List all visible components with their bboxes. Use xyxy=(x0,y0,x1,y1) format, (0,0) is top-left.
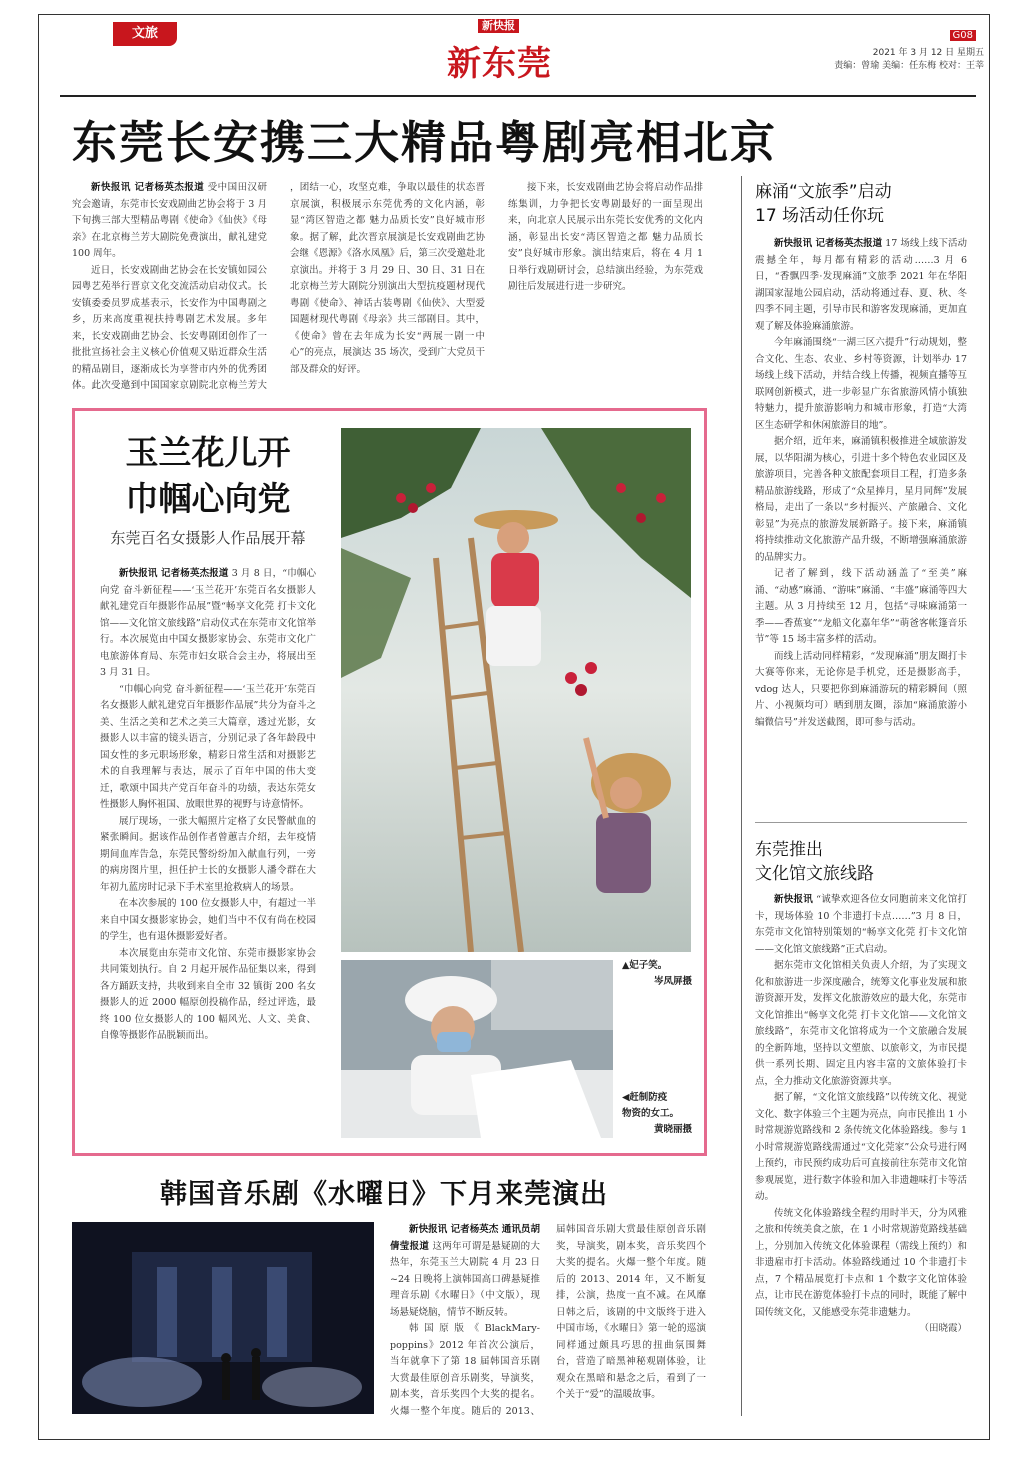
musical-column-1 xyxy=(390,1222,540,1418)
article1-column-2 xyxy=(290,180,485,390)
article1-paragraph-2-cont: ，团结一心，攻坚克难，争取以最佳的状态晋京展演，积极展示东莞优秀的文化内涵，彰显“湾区智造之都 魅力品质长安”良好城市形象。据了解，此次晋京展演是长安戏剧曲艺协会继《恩源》《洛水凤凰》后，第三次受邀赴北京演出。并将于 3 月 29 日、30 日、31 日在北京梅兰芳大剧院分别演出大型抗疫题材现代粤剧《使命》、神话古装粤剧《仙侠》、大型爱国题材现代粤剧《母亲》共三部剧目。其中，《使命》曾在去年成为长安“两展一剧一中心”的亮点，展演达 35 场次，受到广大党员干部及群众的好评。 xyxy=(290,182,485,375)
side2-paragraph-1: “诚挚欢迎各位女同胞前来文化馆打卡，现场体验 10 个非遗打卡点……”3 月 8 日，东莞市文化馆特别策划的“畅享文化莞 打卡文化馆——文化馆文旅线路”正式启动。 xyxy=(755,894,967,955)
side2-headline-line1: 东莞推出 xyxy=(755,840,823,860)
feature-paragraph-1: 3 月 8 日，“巾帼心向党 奋斗新征程——‘玉兰花开’东莞百名女摄影人献礼建党百年摄影作品展”暨“畅享文化莞 打卡文化馆——文化馆文旅线路”启动仪式在东莞市文化馆举行。本次展览由中国女摄影家协会、东莞市文化广电旅游体育局、东莞市妇女联合会主办，将展出至 3 月 31 日。 xyxy=(100,568,316,678)
side1-paragraph-5: 而线上活动同样精彩，“发现麻涌”朋友圈打卡大赛等你来，无论你是手机党，还是摄影高手，vdog 达人，只要把你到麻涌游玩的精彩瞬间（照片、小视频均可）晒到朋友圈，添加“麻涌旅游小编微信号”并发送截图，即可参与活动。 xyxy=(755,650,967,728)
musical-headline: 韩国音乐剧《水曜日》下月来莞演出 xyxy=(160,1179,608,1210)
feature-body xyxy=(100,566,316,1142)
article1-column-3 xyxy=(508,180,703,390)
side1-byline: 新快报讯 记者杨英杰报道 xyxy=(774,238,883,249)
article1-paragraph-3: 接下来，长安戏剧曲艺协会将启动作品排练集训，力争把长安粤剧最好的一面呈现出来，向北京人民展示出东莞长安优秀的文化内涵，彰显出长安“湾区智造之都 魅力品质长安”良好城市形象。演出结束后，将在 4 月 1 日举行戏剧研讨会，总结演出经验，为东莞戏剧往后发展进行进一步研究。 xyxy=(508,182,703,292)
factory-worker-photo xyxy=(341,960,613,1138)
side1-headline-line1: 麻涌“文旅季”启动 xyxy=(755,182,892,202)
photo1-caption-title: ▲妃子笑。 xyxy=(622,960,668,971)
side2-paragraph-2: 据东莞市文化馆相关负责人介绍，为了实现文化和旅游进一步深度融合，统筹文化事业发展和旅游资源开发，发挥文化旅游效应的最大化，东莞市文化馆推出“畅享文化莞 打卡文化馆——文化馆文旅线路”，东莞市文化馆将成为一个文旅融合发展的全新阵地，坚持以文塑旅、以旅彰文，为市民提供一系列长期、固定且内容丰富的文旅体验打卡点，全力推动文化旅游资源共享。 xyxy=(755,960,967,1087)
stage-illustration xyxy=(72,1222,374,1414)
article1-paragraph-2: 近日，长安戏剧曲艺协会在长安镇如园公园粤艺苑举行晋京文化交流活动启动仪式。长安镇委委员罗成基表示，长安作为中国粤剧之乡，历来高度重视扶持粤剧艺术发展。多年来，长安戏剧曲艺协会、长安粤剧团创作了一批批宣扬社会主义核心价值观又贴近群众生活的精品剧目，逐渐成长为享誉市内外的优秀团体。此次受邀到中国国家京剧院北京梅兰芳大 xyxy=(72,264,267,390)
feature-headline-line1: 玉兰花儿开 xyxy=(125,433,291,472)
article1-byline: 新快报讯 记者杨英杰报道 xyxy=(91,182,205,193)
photo1-credit: 岑凤屏摄 xyxy=(653,976,692,987)
side1-paragraph-1: 17 场线上线下活动震撼全年，每月都有精彩的活动……3 月 6 日，“香飘四季·发现麻涌”文旅季 2021 年在华阳湖国家湿地公园启动，活动将通过春、夏、秋、冬四季不同主题，引导市民和游客发现麻涌，更加直观了解及体验麻涌旅游。 xyxy=(755,238,967,332)
feature-paragraph-2: “巾帼心向党 奋斗新征程——‘玉兰花开’东莞百名女摄影人献礼建党百年摄影作品展”共分为奋斗之美、生活之美和艺术之美三大篇章，透过光影，女摄影人以丰富的镜头语言，分别记录了各年龄段中国女性的多元职场形象，精彩日常生活和对摄影艺术的自我理解与表达，展示了百年中国的伟大变迁，歌颂中国共产党百年奋斗的功绩，表达东莞女性摄影人胸怀祖国、放眼世界的视野与诗意情怀。 xyxy=(100,683,316,810)
side2-paragraph-4: 传统文化体验路线全程约用时半天，分为风雅之旅和传统美食之旅，在 1 小时常规游览路线基础上，分别加入传统文化体验课程（需线上预约）和非遗雇市打卡活动。体验路线通过 10 个非遗打卡点，7 个精品展览打卡点和 1 个数字文化馆体验点，让市民在游览体验打卡点的同时，既能了解中国传统文化，又能感受东莞非遗魅力。 xyxy=(755,1207,967,1318)
article1-column-1 xyxy=(72,180,267,390)
side2-body xyxy=(755,892,967,1422)
musical-byline: 新快报讯 记者杨英杰 通讯员胡倩莹报道 xyxy=(390,1224,540,1252)
musical-column-2 xyxy=(556,1222,706,1418)
musical-paragraph-2: 韩国原版《BlackMary-poppins》2012 年首次公演后，当年就拿下了第 18 届韩国音乐剧大赏最佳原创音乐剧奖，导演奖，剧本奖，音乐奖四个大奖的提名。火爆一整个年度。随后的 2013、 xyxy=(390,1323,540,1417)
newspaper-logo-small: 新快报 xyxy=(478,19,519,33)
editors-line: 责编：曾瑜 美编：任东梅 校对：王莘 xyxy=(834,61,984,71)
photo2-credit: 黄晓丽摄 xyxy=(653,1124,692,1135)
photo2-caption xyxy=(622,1090,692,1138)
side1-paragraph-4: 记者了解到，线下活动涵盖了“至美”麻涌、“动感”麻涌、“游味”麻涌、“丰盛”麻涌等四大主题。从 3 月持续至 12 月，包括“寻味麻涌第一季——香蕉宴”“龙船文化嘉年华”“萌爸客帐篷音乐节”等 15 场丰富多样的活动。 xyxy=(755,568,967,645)
issue-meta xyxy=(834,47,984,73)
section-tag: 文旅 xyxy=(113,22,177,46)
side-separator xyxy=(755,822,967,823)
feature-paragraph-4: 在本次参展的 100 位女摄影人中，有超过一半来自中国女摄影家协会，她们当中不仅有尚在校园的学生，也有退休摄影爱好者。 xyxy=(100,898,316,942)
feature-byline: 新快报讯 记者杨英杰报道 xyxy=(119,568,229,579)
musical-paragraph-1: 这两年可谓是悬疑剧的大热年，东莞玉兰大剧院 4 月 23 日~24 日晚将上演韩国高口碑悬疑推理音乐剧《水曜日》（中文版），现场悬疑烧脑，情节不断反转。 xyxy=(390,1240,540,1318)
section-brand: 新东莞 xyxy=(447,44,552,84)
lychee-harvest-photo xyxy=(341,428,691,952)
side2-paragraph-3: 据了解，“文化馆文旅线路”以传统文化、视觉文化、数字体验三个主题为亮点，向市民推出 1 小时常规游览路线和 2 条传统文化体验路线。参与 1 小时常规游览路线需通过“文化莞家”公众号进行网上预约，市民预约成功后可直接前往东莞市文化馆参观展览，进行数字体验和加入非遗趣味打卡等活动。 xyxy=(755,1092,967,1202)
stage-photo xyxy=(72,1222,374,1414)
side2-signoff: （田晓霞） xyxy=(919,1323,967,1334)
side1-paragraph-2: 今年麻涌围绕“一湖三区六提升”行动规划，整合文化、生态、农业、乡村等资源，计划举办 17 场线上线下活动，并结合线上传播，视频直播等互联网创新模式，进一步彰显广东省旅游风情小镇独特魅力，提升旅游影响力和城市形象，打造“大湾区生态研学和休闲旅游目的地”。 xyxy=(755,337,967,431)
masthead-rule xyxy=(60,95,976,97)
feature-paragraph-5: 本次展览由东莞市文化馆、东莞市摄影家协会共同策划执行。自 2 月起开展作品征集以来，得到各方踊跃支持，共收到来自全市 32 镇街 200 名女摄影人的近 2000 幅原创投稿作品，经过评选，最终 100 位女摄影人的 100 幅风光、人文、美食、自像等摄影作品脱颖而出。 xyxy=(100,947,316,1041)
feature-subtitle: 东莞百名女摄影人作品展开幕 xyxy=(110,529,306,547)
issue-date: 2021 年 3 月 12 日 星期五 xyxy=(872,48,984,58)
lychee-harvest-illustration xyxy=(341,428,691,952)
side1-body xyxy=(755,236,967,808)
page-number: G08 xyxy=(950,30,976,41)
side1-headline xyxy=(755,180,892,228)
side2-headline xyxy=(755,838,874,886)
side1-paragraph-3: 据介绍，近年来，麻涌镇积极推进全域旅游发展，以华阳湖为核心，引进十多个特色农业园区及旅游项目，完善各种文旅配套项目工程，打造多条精品旅游线路，形成了“众星捧月，星月同辉”发展格局，走出了一条以“乡村振兴、产旅融合、文化彰显”为亮点的旅游发展新路子。接下来，麻涌镇将持续推动文化旅游产品升级，不断增强麻涌旅游的品牌实力。 xyxy=(755,436,967,563)
photo2-caption-line1: ◀赶制防疫 xyxy=(622,1092,668,1103)
musical-paragraph-2-cont: 届韩国音乐剧大赏最佳原创音乐剧奖，导演奖，剧本奖，音乐奖四个大奖的提名。火爆一整个年度。随后的 2013、2014 年，又不断复排，公演，热度一直不减。在风靡日韩之后，该剧的中文版终于进入中国市场，《水曜日》第一轮的巡演同样通过颇具巧思的扭曲氛围舞台，营造了暗黑神秘观剧体验，让观众在黑暗和悬念之后，看到了一个关于“爱”的温暖故事。 xyxy=(556,1224,706,1400)
photo1-caption xyxy=(622,958,692,990)
lead-headline: 东莞长安携三大精品粤剧亮相北京 xyxy=(72,116,778,169)
column-divider xyxy=(741,176,742,1416)
side1-headline-line2: 17 场活动任你玩 xyxy=(755,206,885,226)
side2-headline-line2: 文化馆文旅线路 xyxy=(755,864,874,884)
photo2-caption-line2: 物资的女工。 xyxy=(622,1108,680,1119)
feature-paragraph-3: 展厅现场，一张大幅照片定格了女民警献血的紧张瞬间。据该作品创作者曾蕙吉介绍，去年疫情期间血库告急，东莞民警纷纷加入献血行列，一旁的病房图片里，担任护士长的女摄影人潘令群在大年初九蓝房时记录下手术室里抢救病人的场景。 xyxy=(100,815,316,893)
feature-headline xyxy=(88,430,328,522)
factory-worker-illustration xyxy=(341,960,613,1138)
article1-paragraph-1: 受中国田汉研究会邀请，东莞市长安戏剧曲艺协会将于 3 月下旬携三部大型精品粤剧《使命》《仙侠》《母亲》在北京梅兰芳大剧院免费演出，献礼建党 100 周年。 xyxy=(72,182,267,259)
feature-headline-line2: 巾帼心向党 xyxy=(125,479,291,518)
side2-byline: 新快报讯 xyxy=(774,894,813,905)
